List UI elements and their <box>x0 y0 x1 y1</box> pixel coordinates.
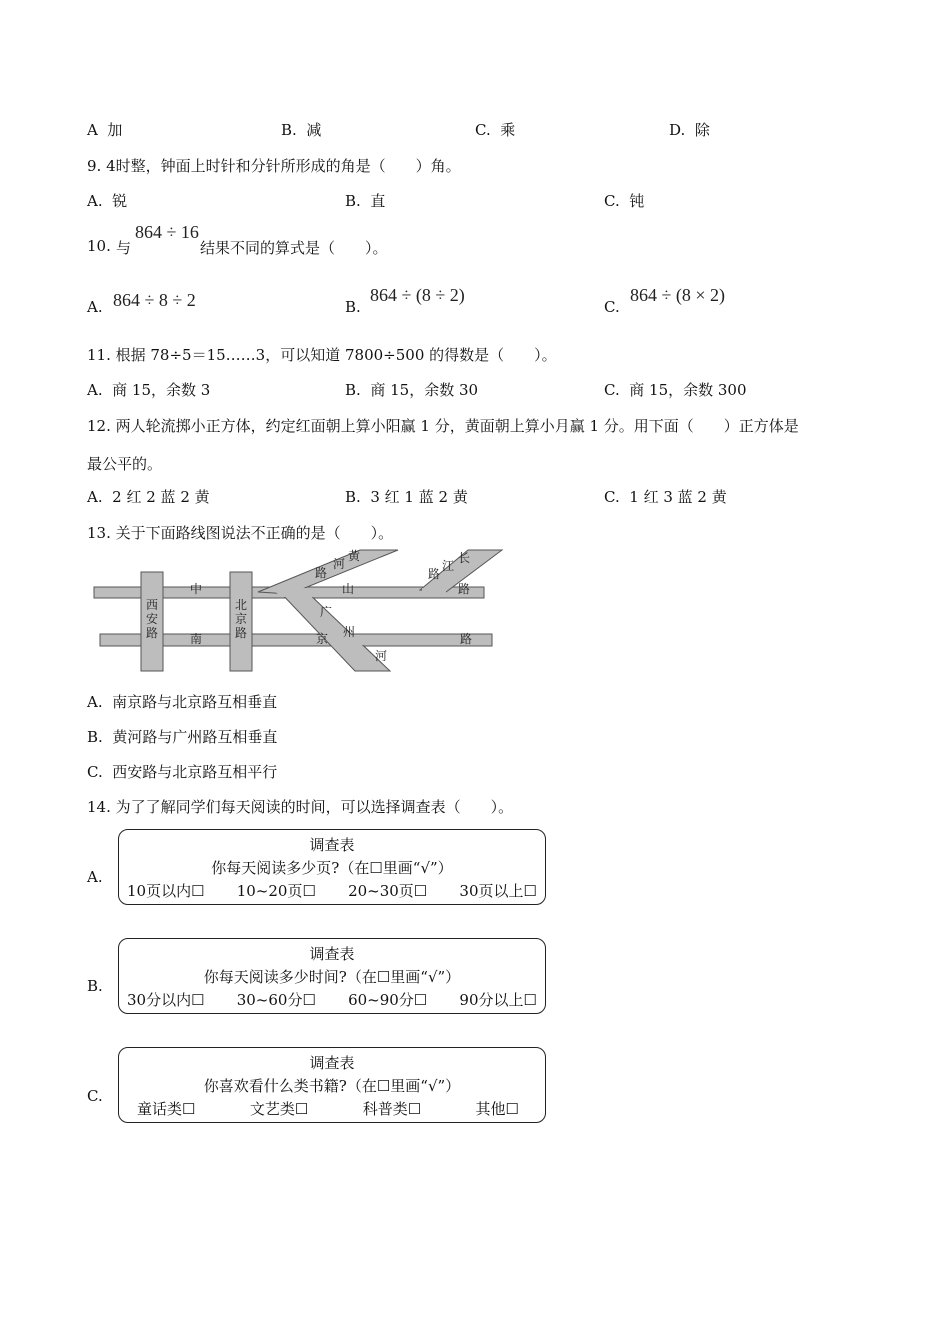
q12-stem-line2: 最公平的。 <box>87 455 163 473</box>
survey-choices <box>127 880 537 901</box>
q10-option-c-expr: 864 ÷ (8 × 2) <box>630 285 726 305</box>
option-label: B. <box>345 488 361 506</box>
survey-choice: 30页以上☐ <box>459 882 537 900</box>
q12-option-b <box>345 486 468 507</box>
option-text: 黄河路与广州路互相垂直 <box>112 728 278 746</box>
survey-choices <box>137 1098 519 1119</box>
option-label: A. <box>87 192 103 210</box>
map-label: 山 <box>342 582 355 596</box>
option-label: C. <box>87 763 103 781</box>
q9-option-b <box>345 190 385 211</box>
map-label: 州 <box>343 625 356 639</box>
option-text: 减 <box>306 121 322 139</box>
map-label: 河 <box>375 649 388 663</box>
map-label: 京 <box>316 632 329 646</box>
option-label: D. <box>669 121 686 139</box>
survey-a-label: A. <box>87 868 103 886</box>
option-text: 商 15，余数 30 <box>370 381 479 399</box>
option-text: 直 <box>370 192 386 210</box>
map-label: 西 <box>146 598 159 612</box>
q13-option-b <box>87 726 277 747</box>
option-label: C. <box>604 192 620 210</box>
map-label: 北 <box>235 598 248 612</box>
option-text: 加 <box>107 121 123 139</box>
option-label: B. <box>345 192 361 210</box>
q10-option-b-expr: 864 ÷ (8 ÷ 2) <box>370 285 465 305</box>
survey-choice: 30~60分☐ <box>236 991 316 1009</box>
map-label: 广 <box>320 605 333 619</box>
q8-option-d <box>669 119 710 140</box>
q11-option-c <box>604 379 747 400</box>
survey-c-label: C. <box>87 1087 103 1105</box>
map-label: 路 <box>428 567 441 581</box>
q14-stem: 14. 为了了解同学们每天阅读的时间，可以选择调查表（ ）。 <box>87 798 514 816</box>
option-text: 商 15，余数 3 <box>112 381 211 399</box>
option-text: 西安路与北京路互相平行 <box>112 763 278 781</box>
survey-title: 调查表 <box>309 945 355 963</box>
survey-choice: 文艺类☐ <box>249 1100 309 1118</box>
survey-table-a <box>118 829 546 905</box>
map-label: 路 <box>315 566 328 580</box>
option-text: 除 <box>694 121 710 139</box>
q8-option-a <box>87 119 122 140</box>
option-label: A. <box>87 381 103 399</box>
survey-table-b <box>118 938 546 1014</box>
q13-option-c <box>87 761 277 782</box>
q9-stem: 9. 4时整，钟面上时针和分针所形成的角是（ ）角。 <box>87 157 461 175</box>
q8-option-c <box>475 119 515 140</box>
survey-title: 调查表 <box>309 1054 355 1072</box>
q10-option-a-expr: 864 ÷ 8 ÷ 2 <box>113 290 196 310</box>
survey-choice: 科普类☐ <box>362 1100 422 1118</box>
survey-question: 你喜欢看什么类书籍?（在☐里画“√”） <box>203 1077 461 1095</box>
survey-table-c <box>118 1047 546 1123</box>
option-text: 2 红 2 蓝 2 黄 <box>112 488 210 506</box>
survey-choice: 10页以内☐ <box>127 882 205 900</box>
q10-expression: 864 ÷ 16 <box>135 222 199 242</box>
map-label: 南 <box>190 632 203 646</box>
map-label: 京 <box>235 612 248 626</box>
q10-number: 10. <box>87 237 111 255</box>
q10-option-c-label: C. <box>604 298 620 316</box>
map-label: 河 <box>333 557 346 571</box>
survey-choice: 20~30页☐ <box>348 882 428 900</box>
map-label: 江 <box>442 559 455 573</box>
option-text: 3 红 1 蓝 2 黄 <box>370 488 468 506</box>
option-text: 乘 <box>500 121 516 139</box>
survey-question: 你每天阅读多少页?（在☐里画“√”） <box>211 859 453 877</box>
option-label: B. <box>345 381 361 399</box>
option-label: B. <box>87 728 103 746</box>
option-label: C. <box>604 381 620 399</box>
option-text: 商 15，余数 300 <box>629 381 747 399</box>
map-label: 中 <box>190 582 203 596</box>
survey-choice: 童话类☐ <box>137 1100 196 1118</box>
survey-question: 你每天阅读多少时间?（在☐里画“√”） <box>203 968 461 986</box>
q11-option-b <box>345 379 478 400</box>
route-map <box>90 548 510 674</box>
q11-option-a <box>87 379 210 400</box>
map-label: 安 <box>146 612 159 626</box>
survey-choice: 30分以内☐ <box>127 991 205 1009</box>
option-label: C. <box>604 488 620 506</box>
q12-option-a <box>87 486 210 507</box>
q12-option-c <box>604 486 727 507</box>
option-label: A <box>87 121 98 139</box>
survey-choice: 60~90分☐ <box>348 991 428 1009</box>
survey-choices <box>127 989 537 1010</box>
option-text: 南京路与北京路互相垂直 <box>112 693 278 711</box>
q13-option-a <box>87 691 277 712</box>
q12-stem-line1: 12. 两人轮流掷小正方体，约定红面朝上算小阳赢 1 分，黄面朝上算小月赢 1 分。用下面（ ）正方体是 <box>87 417 799 435</box>
q10-option-b-label: B. <box>345 298 361 316</box>
q9-option-a <box>87 190 127 211</box>
option-label: B. <box>281 121 297 139</box>
option-label: A. <box>87 488 103 506</box>
q10-option-a-label: A. <box>87 298 103 316</box>
option-label: C. <box>475 121 491 139</box>
map-label: 黄 <box>348 549 361 563</box>
option-text: 锐 <box>112 192 128 210</box>
q11-stem: 11. 根据 78÷5＝15……3，可以知道 7800÷500 的得数是（ ）。 <box>87 346 557 364</box>
option-text: 1 红 3 蓝 2 黄 <box>629 488 727 506</box>
q13-stem: 13. 关于下面路线图说法不正确的是（ ）。 <box>87 524 394 542</box>
map-label: 长 <box>458 551 471 565</box>
map-label: 路 <box>458 582 471 596</box>
q8-option-b <box>281 119 321 140</box>
survey-choice: 10~20页☐ <box>236 882 316 900</box>
q10-pre: 与 <box>116 239 132 257</box>
map-label: 路 <box>460 632 473 646</box>
option-text: 钝 <box>629 192 645 210</box>
option-label: A. <box>87 693 103 711</box>
q10-post: 结果不同的算式是（ ）。 <box>200 239 388 257</box>
guangzhou-road <box>278 590 390 671</box>
map-label: 路 <box>235 626 248 640</box>
map-label: 路 <box>146 626 159 640</box>
q9-option-c <box>604 190 644 211</box>
survey-title: 调查表 <box>309 836 355 854</box>
survey-b-label: B. <box>87 977 103 995</box>
survey-choice: 90分以上☐ <box>459 991 537 1009</box>
survey-choice: 其他☐ <box>475 1100 519 1118</box>
